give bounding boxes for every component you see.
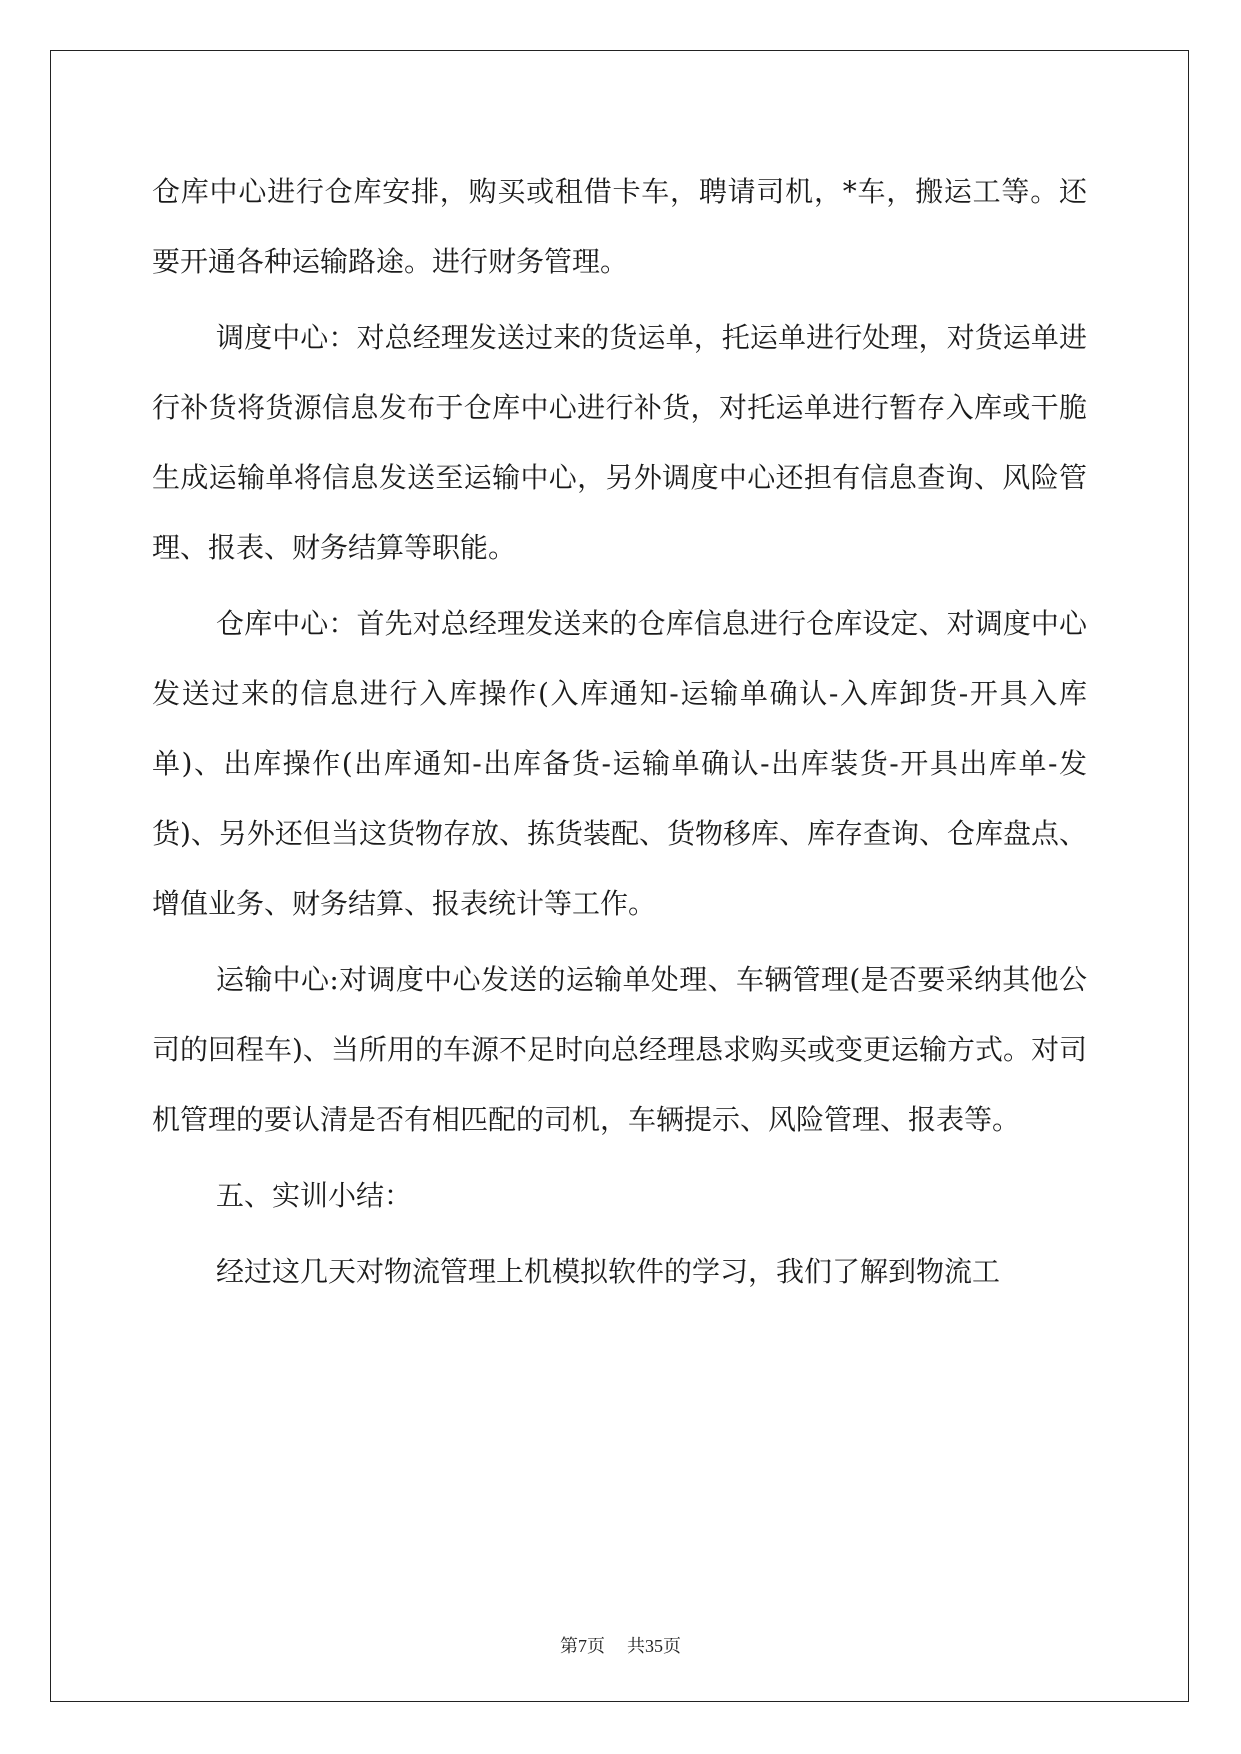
document-body <box>152 157 1087 1307</box>
paragraph-dispatch-center: 调度中心：对总经理发送过来的货运单，托运单进行处理，对货运单进行补货将货源信息发布于仓库中心进行补货，对托运单进行暂存入库或干脆生成运输单将信息发送至运输中心，另外调度中心还担有信息查询、风险管理、报表、财务结算等职能。 <box>152 321 1087 564</box>
section-heading-training-summary: 五、实训小结： <box>216 1179 413 1212</box>
paragraph-summary-start: 经过这几天对物流管理上机模拟软件的学习，我们了解到物流工 <box>216 1255 1001 1288</box>
page-number: 第7页 <box>560 1636 605 1656</box>
paragraph-warehouse-arrangement: 仓库中心进行仓库安排，购买或租借卡车，聘请司机，*车，搬运工等。还要开通各种运输路途。进行财务管理。 <box>152 175 1087 278</box>
paragraph-warehouse-center: 仓库中心：首先对总经理发送来的仓库信息进行仓库设定、对调度中心发送过来的信息进行入库操作(入库通知-运输单确认-入库卸货-开具入库单)、出库操作(出库通知-出库备货-运输单确认-出库装货-开具出库单-发货)、另外还但当这货物存放、拣货装配、货物移库、库存查询、仓库盘点、增值业务、财务结算、报表统计等工作。 <box>152 607 1087 920</box>
paragraph-transport-center: 运输中心:对调度中心发送的运输单处理、车辆管理(是否要采纳其他公司的回程车)、当所用的车源不足时向总经理恳求购买或变更运输方式。对司机管理的要认清是否有相匹配的司机，车辆提示、风险管理、报表等。 <box>152 963 1087 1136</box>
page-total: 共35页 <box>627 1636 681 1656</box>
page-footer <box>0 1632 1241 1658</box>
